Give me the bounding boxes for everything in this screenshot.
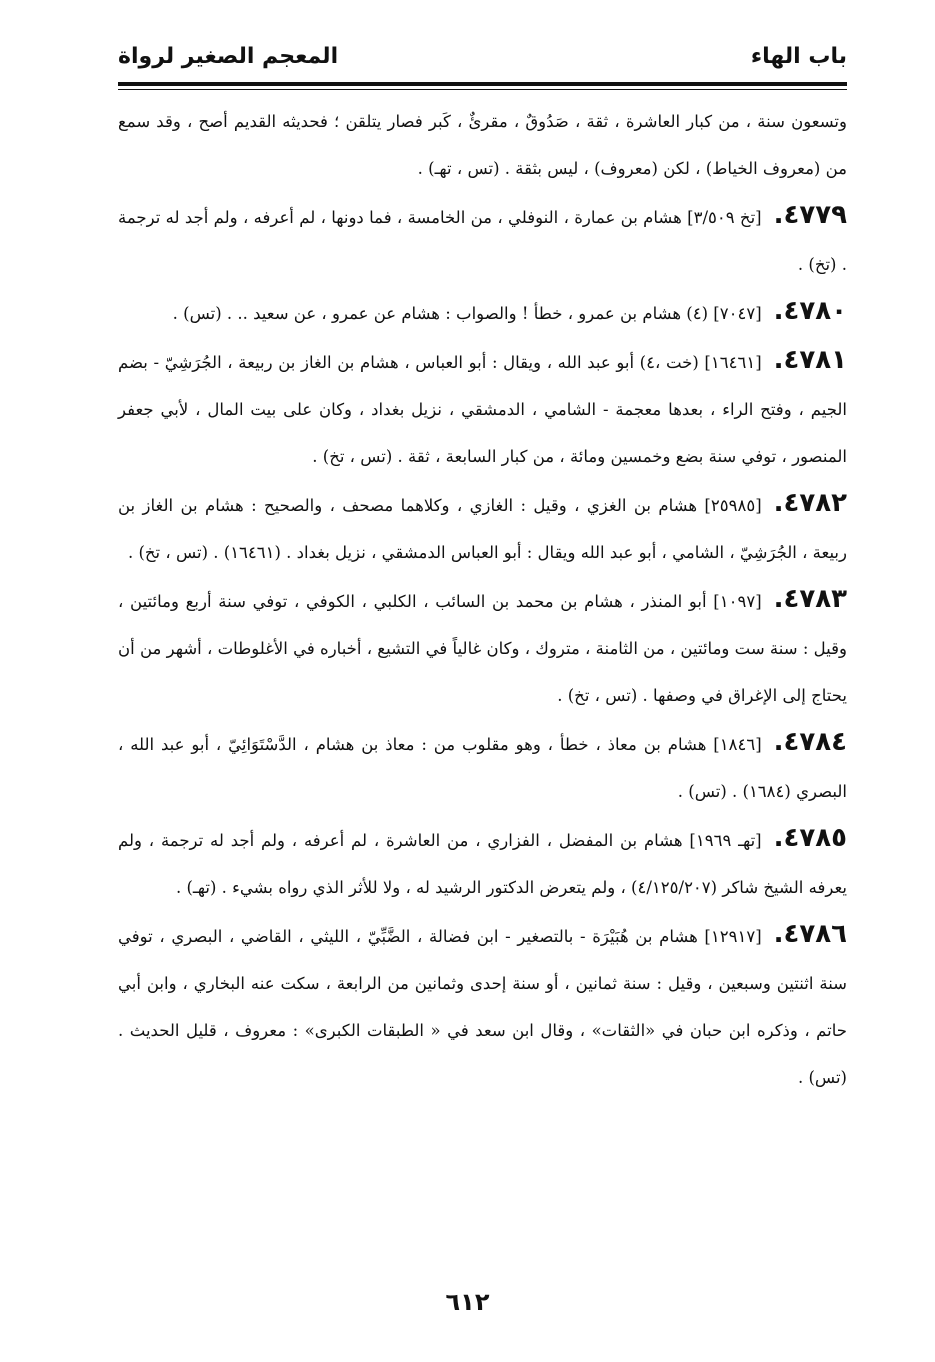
entry-text: [٢٥٩٨٥] هشام بن الغزي ، وقيل : الغازي ، وكلاهما مصحف ، والصحيح : هشام بن الغاز بن ربيعة ، الجُرَشِيّ ، الشامي ، أبو عبد الله ويقال : أبو العباس الدمشقي ، نزيل بغداد . (١٦٤٦١) . (تس ، تخ) . <box>118 496 847 562</box>
entry-text: [١٢٩١٧] هشام بن هُبَيْرَة - بالتصغير - ابن فضالة ، الضَّبِّيّ ، الليثي ، القاضي ، البصري ، توفي سنة اثنتين وسبعين ، وقيل : سنة ثمانين ، أو سنة إحدى وثمانين من الرابعة ، سكت عنه البخاري ، وابن أبي حاتم ، وذكره ابن حبان في «الثقات» ، وقال ابن سعد في « الطبقات الكبرى» : معروف ، قليل الحديث . (تس) . <box>118 927 847 1087</box>
entry-number: ٤٧٨١. <box>773 345 847 375</box>
entry-text: [تخ ٣/٥٠٩] هشام بن عمارة ، النوفلي ، من الخامسة ، فما دونها ، لم أعرفه ، ولم أجد له ترجمة . (تخ) . <box>118 208 847 274</box>
entry-4780 <box>118 288 847 337</box>
entry-text: [١٨٤٦] هشام بن معاذ ، خطأ ، وهو مقلوب من : معاذ بن هشام ، الدَّسْتَوَائِيّ ، أبو عبد الله ، البصري (١٦٨٤) . (تس) . <box>118 735 847 801</box>
entry-number: ٤٧٨٠. <box>773 296 847 326</box>
entry-4785 <box>118 815 847 911</box>
entry-4783 <box>118 576 847 719</box>
page-content <box>118 98 847 1101</box>
entry-text: [تهـ ١٩٦٩] هشام بن المفضل ، الفزاري ، من العاشرة ، لم أعرفه ، ولم أجد له ترجمة ، ولم يعرفه الشيخ شاكر (٤/١٢٥/٢٠٧) ، ولم يتعرض الدكتور الرشيد له ، ولا للأثر الذي رواه بشيء . (تهـ) . <box>118 831 847 897</box>
section-title: باب الهاء <box>750 43 847 69</box>
entry-number: ٤٧٨٥. <box>773 823 847 853</box>
entry-4782 <box>118 480 847 576</box>
book-title: المعجم الصغير لرواة <box>118 43 339 69</box>
entry-number: ٤٧٨٦. <box>773 919 847 949</box>
entry-4781 <box>118 337 847 480</box>
entry-number: ٤٧٨٣. <box>773 584 847 614</box>
entry-4784 <box>118 719 847 815</box>
header-rule-thick <box>118 82 847 86</box>
entry-text: [١٦٤٦١] (خت ،٤) أبو عبد الله ، ويقال : أبو العباس ، هشام بن الغاز بن ربيعة ، الجُرَشِيّ - بضم الجيم ، وفتح الراء ، بعدها معجمة - الشامي ، الدمشقي ، نزيل بغداد ، وكان على بيت المال ، لأبي جعفر المنصور ، توفي سنة بضع وخمسين ومائة ، من كبار السابعة ، ثقة . (تس ، تخ) . <box>118 353 847 466</box>
entry-4786 <box>118 911 847 1101</box>
entry-number: ٤٧٧٩. <box>773 200 847 230</box>
header-rule-thin <box>118 89 847 90</box>
entry-4779 <box>118 192 847 288</box>
entry-number: ٤٧٨٤. <box>773 727 847 757</box>
page-header <box>118 36 847 76</box>
entry-text: [٧٠٤٧] (٤) هشام بن عمرو ، خطأ ! والصواب : هشام عن عمرو ، عن سعيد .. . (تس) . <box>172 304 762 323</box>
continuation-paragraph: وتسعون سنة ، من كبار العاشرة ، ثقة ، صَدُوقٌ ، مقرئٌ ، كَبر فصار يتلقن ؛ فحديثه القديم أصح ، وقد سمع من (معروف الخياط) ، لكن (معروف) ، ليس بثقة . (تس ، تهـ) . <box>118 112 847 178</box>
entry-number: ٤٧٨٢. <box>773 488 847 518</box>
entry-text: [١٠٩٧] أبو المنذر ، هشام بن محمد بن السائب ، الكلبي ، الكوفي ، توفي سنة أربع ومائتين ، وقيل : سنة ست ومائتين ، من الثامنة ، متروك ، وكان غالياً في التشيع ، أخباره في الأغلوطات ، أشهر من أن يحتاج إلى الإغراق في وصفها . (تس ، تخ) . <box>118 592 847 705</box>
page-number: ٦١٢ <box>445 1288 490 1316</box>
